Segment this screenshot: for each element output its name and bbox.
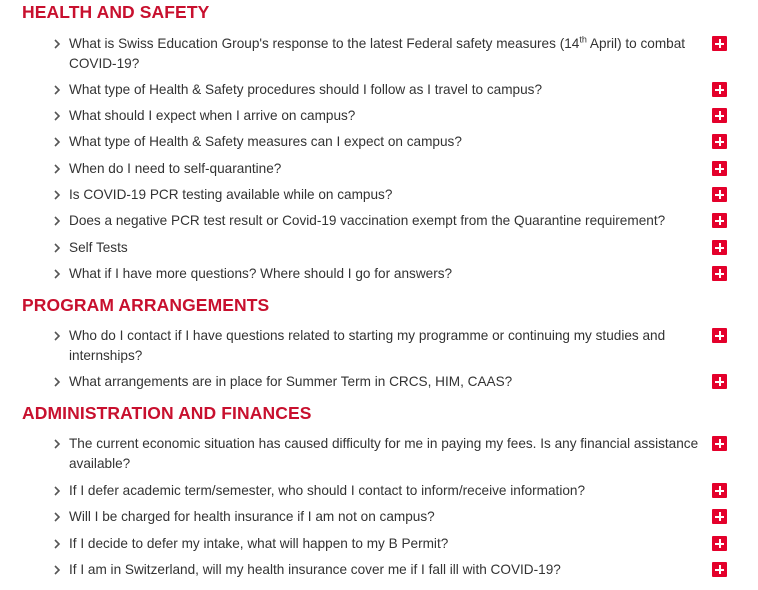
plus-icon[interactable]: [712, 328, 727, 343]
faq-item-health-insurance-charge[interactable]: [52, 507, 727, 527]
chevron-right-icon: [52, 437, 62, 451]
faq-item-financial-assistance[interactable]: [52, 434, 727, 474]
faq-question: The current economic situation has caused difficulty for me in paying my fees. Is any financial assistance available?: [69, 436, 699, 471]
plus-icon[interactable]: [712, 536, 727, 551]
faq-question: When do I need to self-quarantine?: [69, 161, 282, 176]
plus-icon[interactable]: [712, 187, 727, 202]
faq-question: What is Swiss Education Group's response to the latest Federal safety measures (14th April) to combat COVID-19?: [69, 34, 686, 71]
plus-icon[interactable]: [712, 266, 727, 281]
faq-item-programme-contact[interactable]: [52, 326, 727, 366]
faq-item-arrival-expectations[interactable]: [52, 106, 727, 126]
plus-icon[interactable]: [712, 562, 727, 577]
plus-icon[interactable]: [712, 134, 727, 149]
plus-icon[interactable]: [712, 483, 727, 498]
faq-item-self-quarantine[interactable]: [52, 159, 727, 179]
plus-icon[interactable]: [712, 108, 727, 123]
chevron-right-icon: [52, 484, 62, 498]
section-title-program-arrangements: PROGRAM ARRANGEMENTS: [22, 295, 270, 315]
faq-item-defer-term-contact[interactable]: [52, 481, 727, 501]
faq-item-quarantine-exemption[interactable]: [52, 211, 727, 231]
faq-question: If I defer academic term/semester, who should I contact to inform/receive information?: [69, 483, 586, 498]
chevron-right-icon: [52, 510, 62, 524]
faq-question: What should I expect when I arrive on campus?: [69, 108, 356, 123]
faq-question: What type of Health & Safety procedures should I follow as I travel to campus?: [69, 82, 543, 97]
plus-icon[interactable]: [712, 82, 727, 97]
faq-question: Does a negative PCR test result or Covid-19 vaccination exempt from the Quarantine requirement?: [69, 213, 666, 228]
faq-question: If I am in Switzerland, will my health insurance cover me if I fall ill with COVID-19?: [69, 562, 561, 577]
section-title-health-and-safety: HEALTH AND SAFETY: [22, 2, 210, 22]
chevron-right-icon: [52, 83, 62, 97]
faq-question: What arrangements are in place for Summer Term in CRCS, HIM, CAAS?: [69, 374, 513, 389]
chevron-right-icon: [52, 563, 62, 577]
plus-icon[interactable]: [712, 161, 727, 176]
faq-item-pcr-testing[interactable]: [52, 185, 727, 205]
section-title-administration-and-finances: ADMINISTRATION AND FINANCES: [22, 403, 312, 423]
plus-icon[interactable]: [712, 436, 727, 451]
faq-item-swiss-education-response[interactable]: [52, 34, 727, 74]
chevron-right-icon: [52, 188, 62, 202]
chevron-right-icon: [52, 267, 62, 281]
chevron-right-icon: [52, 37, 62, 51]
chevron-right-icon: [52, 329, 62, 343]
faq-item-more-questions[interactable]: [52, 264, 727, 284]
chevron-right-icon: [52, 162, 62, 176]
faq-question: Who do I contact if I have questions related to starting my programme or continuing my studies and internships?: [69, 328, 666, 363]
faq-item-campus-measures[interactable]: [52, 132, 727, 152]
chevron-right-icon: [52, 214, 62, 228]
chevron-right-icon: [52, 109, 62, 123]
faq-question: What if I have more questions? Where should I go for answers?: [69, 266, 453, 281]
chevron-right-icon: [52, 135, 62, 149]
plus-icon[interactable]: [712, 374, 727, 389]
faq-item-summer-term[interactable]: [52, 372, 727, 392]
chevron-right-icon: [52, 537, 62, 551]
faq-item-b-permit[interactable]: [52, 534, 727, 554]
plus-icon[interactable]: [712, 213, 727, 228]
faq-question: Self Tests: [69, 240, 128, 255]
faq-item-insurance-covid-coverage[interactable]: [52, 560, 727, 580]
chevron-right-icon: [52, 241, 62, 255]
plus-icon[interactable]: [712, 36, 727, 51]
plus-icon[interactable]: [712, 240, 727, 255]
faq-question: If I decide to defer my intake, what will happen to my B Permit?: [69, 536, 449, 551]
faq-question: Will I be charged for health insurance if I am not on campus?: [69, 509, 435, 524]
chevron-right-icon: [52, 375, 62, 389]
faq-item-travel-procedures[interactable]: [52, 80, 727, 100]
faq-question: Is COVID-19 PCR testing available while on campus?: [69, 187, 393, 202]
faq-question: What type of Health & Safety measures can I expect on campus?: [69, 134, 462, 149]
faq-item-self-tests[interactable]: [52, 238, 727, 258]
plus-icon[interactable]: [712, 509, 727, 524]
